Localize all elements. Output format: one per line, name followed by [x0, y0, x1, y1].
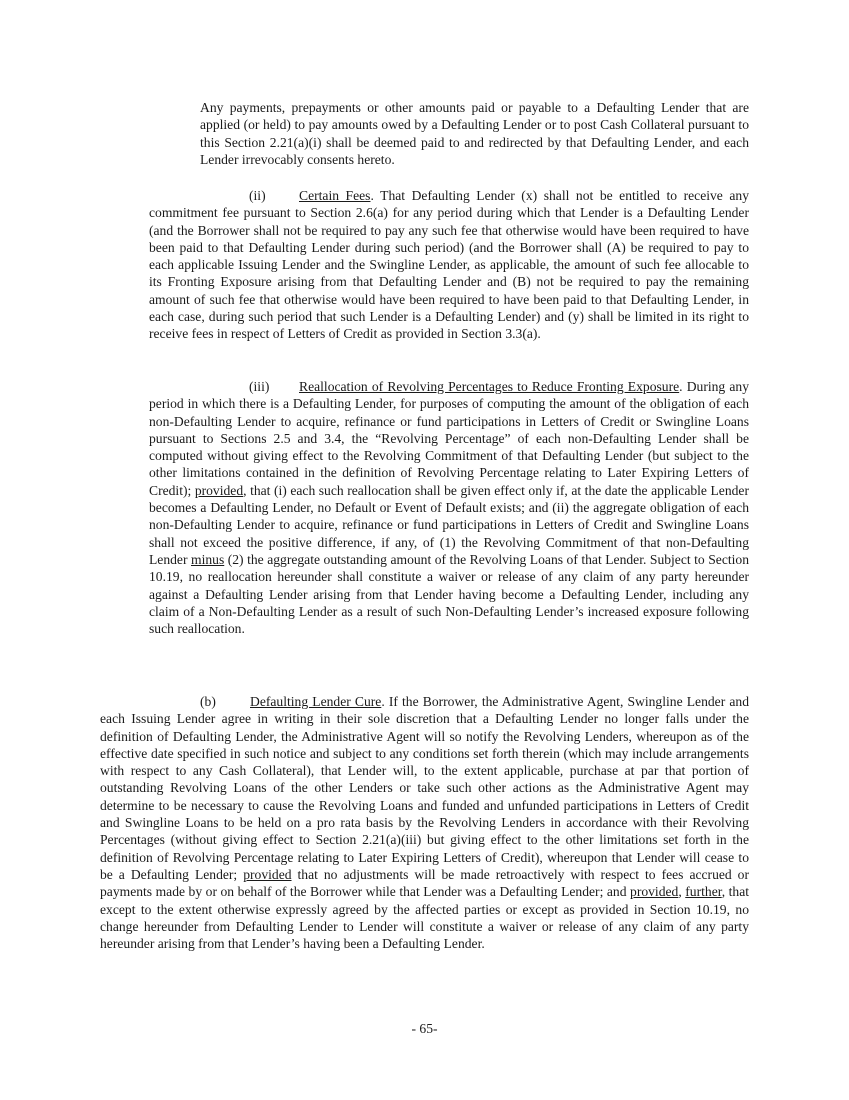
paragraph-defaulting-lender-cure — [100, 693, 749, 952]
page-number: - 65- — [411, 1021, 438, 1036]
paragraph-certain-fees — [149, 187, 749, 343]
paragraph-text: , that (i) each such reallocation shall be given effect only if, at the date the applicable Lender becomes a Defaulting Lender, no Default or Event of Default exists; and (ii) the aggregate obligation of each non-Defaulting Lender to acquire, refinance or fund participations in Letters of Credit and Swingline Loans shall not exceed the positive difference, if any, of (1) the Revolving Commitment of that non-Defaulting Lender — [149, 482, 749, 567]
paragraph-text: (2) the aggregate outstanding amount of the Revolving Loans of that Lender. Subject to Section 10.19, no reallocation hereunder shall constitute a waiver or release of any claim of any party hereunder against a Defaulting Lender arising from that Lender having become a Defaulting Lender, including any claim of a Non-Defaulting Lender as a result of such Non-Defaulting Lender’s increased exposure following such reallocation. — [149, 551, 750, 637]
paragraph-payments-redirected — [200, 99, 749, 168]
further-term: further — [685, 884, 722, 900]
paragraph-text: . During any period in which there is a Defaulting Lender, for purposes of computing the amount of the obligation of each non-Defaulting Lender to acquire, refinance or fund participations in Letters of Credit or Swingline Loans pursuant to Sections 2.5 and 3.4, the “Revolving Percentage” of each non-Defaulting Lender shall be computed without giving effect to the Revolving Commitment of that Defaulting Lender (but subject to the other limitations contained in the definition of Revolving Percentage relating to Later Expiring Letters of Credit); — [149, 379, 749, 498]
clause-number: (ii) — [249, 188, 266, 203]
clause-heading: Certain Fees — [299, 188, 371, 203]
clause-heading: Defaulting Lender Cure — [250, 694, 382, 709]
provided-further-term: provided — [630, 884, 679, 900]
clause-number: (b) — [200, 694, 216, 709]
paragraph-text: . That Defaulting Lender (x) shall not be entitled to receive any commitment fee pursuant to Section 2.6(a) for any period during which that Lender is a Defaulting Lender (and the Borrower shall not be required to pay any such fee that otherwise would have been required to have been paid to that Defaulting Lender during such period) (and the Borrower shall (A) be required to pay to each applicable Issuing Lender and the Swingline Lender, as applicable, the amount of such fee allocable to its Fronting Exposure arising from that Defaulting Lender and (B) not be required to pay the remaining amount of such fee that otherwise would have been required to have been paid to that Defaulting Lender, in each case, during such period that such Lender is a Defaulting Lender) and (y) shall be limited in its right to receive fees in respect of Letters of Credit as provided in Section 3.3(a). — [149, 188, 750, 342]
clause-number: (iii) — [249, 379, 270, 394]
provided-term: provided — [243, 866, 292, 882]
clause-heading: Reallocation of Revolving Percentages to Reduce Fronting Exposure — [299, 379, 680, 394]
paragraph-text: . If the Borrower, the Administrative Agent, Swingline Lender and each Issuing Lender agree in writing in their sole discretion that a Defaulting Lender no longer falls under the definition of Defaulting Lender, the Administrative Agent will so notify the Revolving Lenders, whereupon as of the effective date specified in such notice and subject to any conditions set forth therein (which may include arrangements with respect to any Cash Collateral), that Lender will, to the extent applicable, purchase at par that portion of outstanding Revolving Loans of the other Lenders or take such other actions as the Administrative Agent may determine to be necessary to cause the Revolving Loans and funded and unfunded participations in Letters of Credit and Swingline Loans to be held on a pro rata basis by the Revolving Lenders in accordance with their Revolving Percentages (without giving effect to Section 2.21(a)(iii) but giving effect to the other limitations set forth in the definition of Revolving Percentage relating to Later Expiring Letters of Credit), whereupon that Lender will cease to be a Defaulting Lender; — [100, 694, 749, 882]
paragraph-text: Any payments, prepayments or other amounts paid or payable to a Defaulting Lender that are applied (or held) to pay amounts owed by a Defaulting Lender or to post Cash Collateral pursuant to this Section 2.21(a)(i) shall be deemed paid to and redirected by that Defaulting Lender, and each Lender irrevocably consents hereto. — [200, 100, 749, 167]
paragraph-text: , that except to the extent otherwise expressly agreed by the affected parties or except as provided in Section 10.19, no change hereunder from Defaulting Lender to Lender will constitute a waiver or release of any claim of any party hereunder arising from that Lender’s having been a Defaulting Lender. — [100, 884, 750, 952]
minus-term: minus — [191, 551, 225, 567]
provided-term: provided — [194, 482, 244, 498]
paragraph-reallocation — [149, 378, 749, 637]
comma: , — [678, 884, 686, 900]
paragraph-text: that no adjustments will be made retroactively with respect to fees accrued or payments made by or on behalf of the Borrower while that Lender was a Defaulting Lender; and — [100, 866, 750, 900]
